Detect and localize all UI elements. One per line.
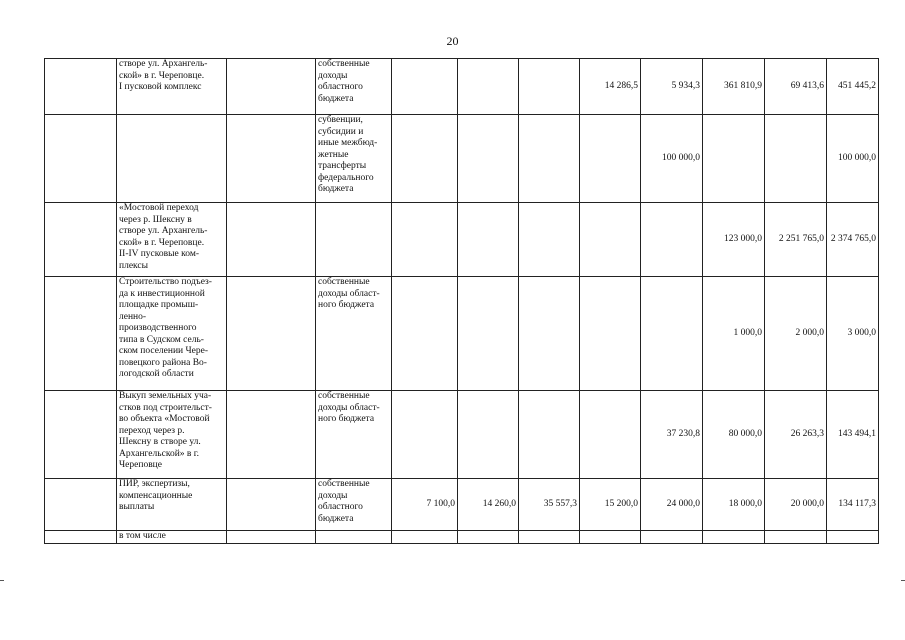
amount-cell (580, 391, 641, 479)
amount-cell: 80 000,0 (703, 391, 765, 479)
amount-cell (519, 203, 580, 277)
amount-cell: 35 557,3 (519, 479, 580, 531)
amount-cell (519, 277, 580, 391)
row-index-cell (45, 115, 117, 203)
amount-cell (392, 203, 458, 277)
amount-cell (392, 115, 458, 203)
amount-cell (458, 203, 519, 277)
object-name-cell: створе ул. Архангель- ской» в г. Череповце. I пусковой комплекс (117, 59, 227, 115)
left-edge-mark (0, 580, 4, 581)
amount-cell: 24 000,0 (641, 479, 703, 531)
responsible-cell (227, 115, 316, 203)
responsible-cell (227, 59, 316, 115)
amount-cell (765, 531, 827, 544)
object-name-cell: в том числе (117, 531, 227, 544)
table-row (45, 479, 879, 531)
amount-cell: 20 000,0 (765, 479, 827, 531)
budget-table (44, 58, 879, 544)
amount-cell (827, 531, 879, 544)
row-index-cell (45, 277, 117, 391)
table-row (45, 277, 879, 391)
amount-cell: 361 810,9 (703, 59, 765, 115)
table-row (45, 203, 879, 277)
responsible-cell (227, 203, 316, 277)
amount-cell (458, 531, 519, 544)
amount-cell: 37 230,8 (641, 391, 703, 479)
amount-cell (519, 531, 580, 544)
amount-cell (641, 531, 703, 544)
amount-cell (641, 203, 703, 277)
amount-cell: 14 260,0 (458, 479, 519, 531)
amount-cell: 123 000,0 (703, 203, 765, 277)
page-number: 20 (446, 34, 459, 48)
amount-cell: 451 445,2 (827, 59, 879, 115)
funding-source-cell: собственные доходы област- ного бюджета (316, 391, 392, 479)
amount-cell: 5 934,3 (641, 59, 703, 115)
amount-cell: 14 286,5 (580, 59, 641, 115)
amount-cell (458, 115, 519, 203)
right-edge-mark (901, 580, 905, 581)
amount-cell: 15 200,0 (580, 479, 641, 531)
amount-cell: 26 263,3 (765, 391, 827, 479)
amount-cell (458, 391, 519, 479)
amount-cell (458, 277, 519, 391)
row-index-cell (45, 391, 117, 479)
amount-cell (458, 59, 519, 115)
amount-cell: 134 117,3 (827, 479, 879, 531)
funding-source-cell: субвенции, субсидии и иные межбюд- жетные трансферты федерального бюджета (316, 115, 392, 203)
amount-cell: 1 000,0 (703, 277, 765, 391)
amount-cell (519, 59, 580, 115)
amount-cell (641, 277, 703, 391)
amount-cell: 2 374 765,0 (827, 203, 879, 277)
funding-source-cell: собственные доходы областного бюджета (316, 59, 392, 115)
funding-source-cell: собственные доходы област- ного бюджета (316, 277, 392, 391)
row-index-cell (45, 531, 117, 544)
funding-source-cell (316, 531, 392, 544)
responsible-cell (227, 391, 316, 479)
amount-cell (580, 115, 641, 203)
amount-cell (392, 391, 458, 479)
amount-cell (392, 277, 458, 391)
table-row (45, 531, 879, 544)
responsible-cell (227, 277, 316, 391)
table-row (45, 59, 879, 115)
object-name-cell: Выкуп земельных уча- стков под строительст- во объекта «Мостовой переход через р. Шексну в створе ул. Архангельской» в г. Череповце (117, 391, 227, 479)
funding-source-cell (316, 203, 392, 277)
object-name-cell: Строительство подъез- да к инвестиционной площадке промыш- ленно- производственного типа в Судском сель- ском поселении Чере- повецкого района Во- логодской области (117, 277, 227, 391)
row-index-cell (45, 59, 117, 115)
object-name-cell: «Мостовой переход через р. Шексну в створе ул. Архангель- ской» в г. Череповце. II-IV пусковые ком- плексы (117, 203, 227, 277)
responsible-cell (227, 531, 316, 544)
amount-cell (580, 203, 641, 277)
funding-source-cell: собственные доходы областного бюджета (316, 479, 392, 531)
amount-cell (703, 115, 765, 203)
amount-cell: 69 413,6 (765, 59, 827, 115)
amount-cell: 18 000,0 (703, 479, 765, 531)
amount-cell: 3 000,0 (827, 277, 879, 391)
table-row (45, 115, 879, 203)
amount-cell (765, 115, 827, 203)
amount-cell: 2 000,0 (765, 277, 827, 391)
amount-cell (392, 531, 458, 544)
amount-cell: 143 494,1 (827, 391, 879, 479)
table-row (45, 391, 879, 479)
amount-cell: 7 100,0 (392, 479, 458, 531)
amount-cell (392, 59, 458, 115)
object-name-cell (117, 115, 227, 203)
row-index-cell (45, 203, 117, 277)
amount-cell (580, 531, 641, 544)
amount-cell (519, 115, 580, 203)
row-index-cell (45, 479, 117, 531)
amount-cell (580, 277, 641, 391)
amount-cell: 100 000,0 (641, 115, 703, 203)
amount-cell: 2 251 765,0 (765, 203, 827, 277)
responsible-cell (227, 479, 316, 531)
amount-cell (703, 531, 765, 544)
amount-cell: 100 000,0 (827, 115, 879, 203)
object-name-cell: ПИР, экспертизы, компенсационные выплаты (117, 479, 227, 531)
amount-cell (519, 391, 580, 479)
